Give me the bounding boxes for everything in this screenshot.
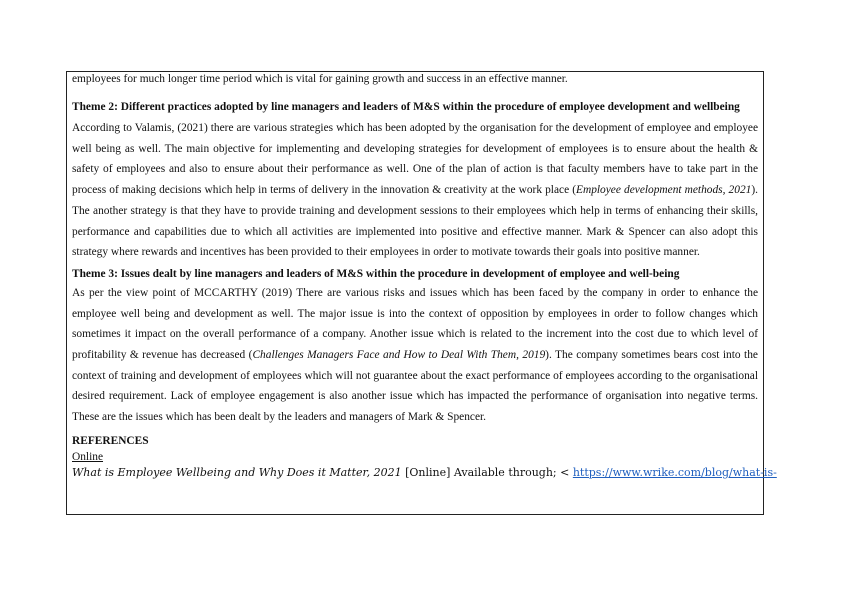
reference-link[interactable]: https://www.wrike.com/blog/what-is- — [572, 465, 777, 479]
online-subheading: Online — [72, 450, 104, 463]
theme2-paragraph — [72, 118, 758, 263]
theme3-citation: Challenges Managers Face and How to Deal With Them, 2019 — [252, 349, 546, 362]
reference-entry — [72, 465, 777, 481]
reference-available: [Online] Available through; < — [401, 465, 573, 479]
references-heading: REFERENCES — [72, 434, 149, 447]
theme3-heading: Theme 3: Issues dealt by line managers and leaders of M&S within the procedure in development of employee and well-being — [72, 267, 680, 280]
theme3-text-b: ). The company sometimes bears cost into the context of training and development of employees which will not guarantee about the exact performance of employees according to the organisational desired requirement. Lack of employee engagement is also another issue which has impacted the performance of organisation into negative terms. These are the issues which has been dealt by the leaders and managers of Mark & Spencer. — [72, 349, 758, 424]
reference-title: What is Employee Wellbeing and Why Does it Matter, 2021 — [72, 465, 402, 479]
theme2-text-a: According to Valamis, (2021) there are various strategies which has been adopted by the organisation for the development of employee and employee well being as well. The main objective for implementing and developing strategies for development of employees is to ensure about the health & safety of employees and also to ensure about their performance as well. One of the plan of action is that faculty members have to take part in the process of making decisions which help in terms of delivery in the innovation & creativity at the work place ( — [72, 122, 758, 197]
theme3-text-a: As per the view point of MCCARTHY (2019) There are various risks and issues which has been faced by the company in order to enhance the employee well being and development as well. The major issue is into the context of opposition by employees in order to follow changes which sometimes it impact on the overall performance of a company. Another issue which is related to the increment into the cost due to which level of profitability & revenue has decreased ( — [72, 286, 758, 362]
document-body — [72, 71, 777, 481]
theme2-citation: Employee development methods, 2021 — [576, 184, 752, 197]
theme3-paragraph — [72, 283, 758, 428]
theme2-heading: Theme 2: Different practices adopted by line managers and leaders of M&S within the procedure of employee development and wellbeing — [72, 101, 740, 113]
theme2-text-b: ). The another strategy is that they have to provide training and development sessions to their employees which help in terms of enhancing their skills, performance and capabilities due to which all activities are implemented into positive and effective manner. Mark & Spencer can also adopt this strategy where rewards and incentives has been provided to their employees in order to motivate towards their goals into positive manner. — [72, 184, 758, 259]
intro-tail-paragraph: employees for much longer time period which is vital for gaining growth and success in an effective manner. — [72, 73, 568, 85]
